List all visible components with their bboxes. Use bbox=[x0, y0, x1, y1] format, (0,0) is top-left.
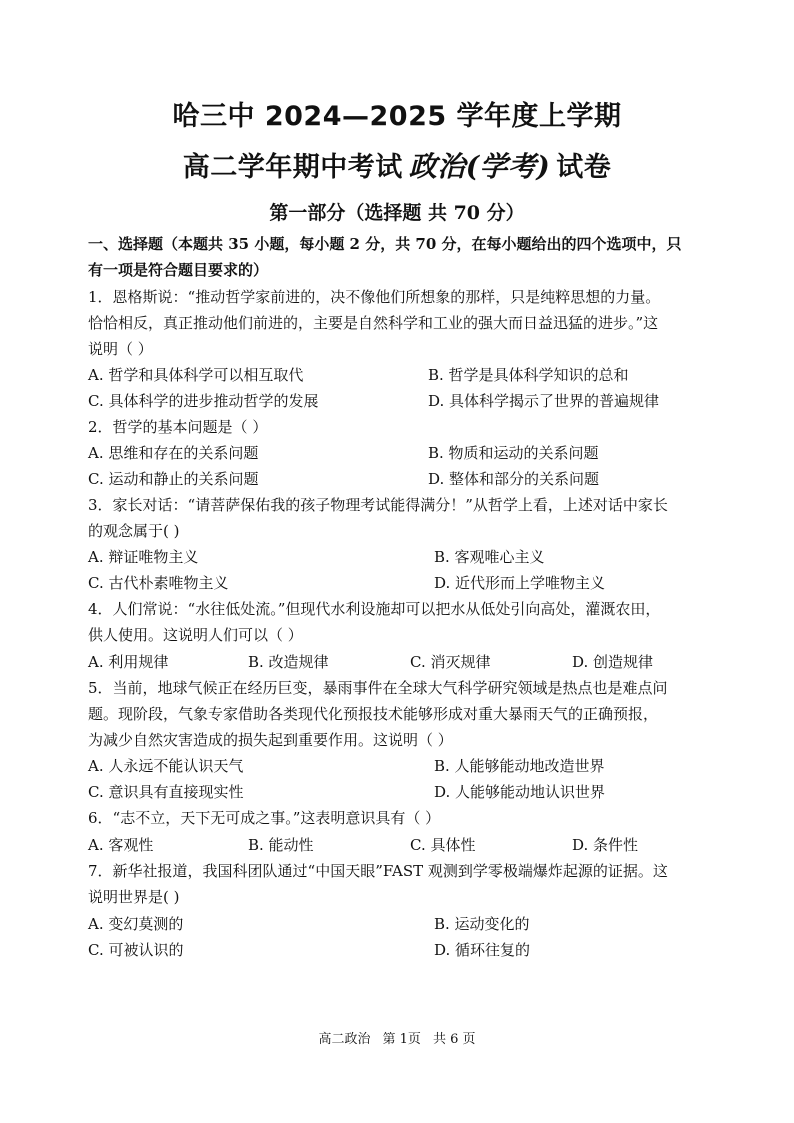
q4-stem-line1: 4．人们常说：“水往低处流。”但现代水利设施却可以把水从低处引向高处，灌溉农田， bbox=[88, 600, 661, 618]
q5-stem-line2: 题。现阶段，气象专家借助各类现代化预报技术能够形成对重大暴雨天气的正确预报， bbox=[88, 705, 659, 723]
q4-option-d: D. 创造规律 bbox=[572, 653, 654, 671]
q1-stem-line1: 1．恩格斯说：“推动哲学家前进的，决不像他们所想象的那样，只是纯粹思想的力量。 bbox=[88, 288, 661, 306]
part-title: 第一部分（选择题 共 70 分） bbox=[269, 202, 525, 224]
q6-stem-line1: 6．“志不立，天下无可成之事。”这表明意识具有（ ） bbox=[88, 809, 441, 827]
q1-option-a: A. 哲学和具体科学可以相互取代 bbox=[88, 366, 304, 384]
q7-option-c: C. 可被认识的 bbox=[88, 941, 184, 959]
q5-option-b: B. 人能够能动地改造世界 bbox=[434, 757, 605, 775]
q5-stem-line1: 5．当前，地球气候正在经历巨变，暴雨事件在全球大气科学研究领域是热点也是难点问 bbox=[88, 679, 668, 697]
q3-stem-line1: 3．家长对话：“请菩萨保佑我的孩子物理考试能得满分！”从哲学上看，上述对话中家长 bbox=[88, 496, 668, 514]
q7-option-d: D. 循环往复的 bbox=[434, 941, 531, 959]
q6-option-d: D. 条件性 bbox=[572, 836, 639, 854]
footer-subject: 高二政治 bbox=[318, 1032, 371, 1047]
q6-option-a: A. 客观性 bbox=[88, 836, 154, 854]
q1-stem-line3: 说明（ ） bbox=[88, 340, 153, 358]
q1-option-c: C. 具体科学的进步推动哲学的发展 bbox=[88, 392, 319, 410]
q4-option-c: C. 消灭规律 bbox=[410, 653, 491, 671]
q2-option-c: C. 运动和静止的关系问题 bbox=[88, 470, 259, 488]
exam-title-line1: 哈三中 2024—2025 学年度上学期 bbox=[172, 101, 622, 132]
q1-option-d: D. 具体科学揭示了世界的普遍规律 bbox=[428, 392, 660, 410]
q3-option-d: D. 近代形而上学唯物主义 bbox=[434, 574, 606, 592]
q6-option-c: C. 具体性 bbox=[410, 836, 476, 854]
footer-total-pages: 共 6 页 bbox=[432, 1032, 476, 1047]
section-heading-line1: 一、选择题（本题共 35 小题，每小题 2 分，共 70 分，在每小题给出的四个选项中，只 bbox=[88, 235, 682, 253]
q5-option-d: D. 人能够能动地认识世界 bbox=[434, 783, 606, 801]
page-footer bbox=[0, 1028, 794, 1047]
exam-title-prefix: 高二学年期中考试 bbox=[182, 152, 403, 183]
q5-stem-line3: 为减少自然灾害造成的损失起到重要作用。这说明（ ） bbox=[88, 731, 453, 749]
q4-option-a: A. 利用规律 bbox=[88, 653, 169, 671]
q2-option-d: D. 整体和部分的关系问题 bbox=[428, 470, 600, 488]
q3-option-c: C. 古代朴素唯物主义 bbox=[88, 574, 229, 592]
q7-stem-line1: 7．新华社报道，我国科团队通过“中国天眼”FAST 观测到学零极端爆炸起源的证据。这 bbox=[88, 862, 668, 880]
q3-stem-line2: 的观念属于( ) bbox=[88, 522, 180, 540]
section-heading-line2: 有一项是符合题目要求的） bbox=[88, 261, 269, 279]
q5-option-a: A. 人永远不能认识天气 bbox=[88, 757, 244, 775]
q2-option-a: A. 思维和存在的关系问题 bbox=[88, 444, 259, 462]
q7-option-a: A. 变幻莫测的 bbox=[88, 915, 184, 933]
exam-title-line2 bbox=[0, 145, 794, 185]
q4-stem-line2: 供人使用。这说明人们可以（ ） bbox=[88, 626, 303, 644]
q2-stem-line1: 2．哲学的基本问题是（ ） bbox=[88, 418, 268, 436]
q3-option-b: B. 客观唯心主义 bbox=[434, 548, 545, 566]
q4-option-b: B. 改造规律 bbox=[248, 653, 329, 671]
exam-subject: 政治(学考) bbox=[408, 150, 551, 183]
footer-page-number: 第 1页 bbox=[382, 1032, 421, 1047]
exam-title-suffix: 试卷 bbox=[556, 152, 612, 183]
q1-option-b: B. 哲学是具体科学知识的总和 bbox=[428, 366, 629, 384]
q7-option-b: B. 运动变化的 bbox=[434, 915, 530, 933]
q6-option-b: B. 能动性 bbox=[248, 836, 314, 854]
q1-stem-line2: 恰恰相反，真正推动他们前进的，主要是自然科学和工业的强大而日益迅猛的进步。”这 bbox=[88, 314, 659, 332]
q3-option-a: A. 辩证唯物主义 bbox=[88, 548, 199, 566]
q7-stem-line2: 说明世界是( ) bbox=[88, 888, 180, 906]
q2-option-b: B. 物质和运动的关系问题 bbox=[428, 444, 599, 462]
q5-option-c: C. 意识具有直接现实性 bbox=[88, 783, 244, 801]
